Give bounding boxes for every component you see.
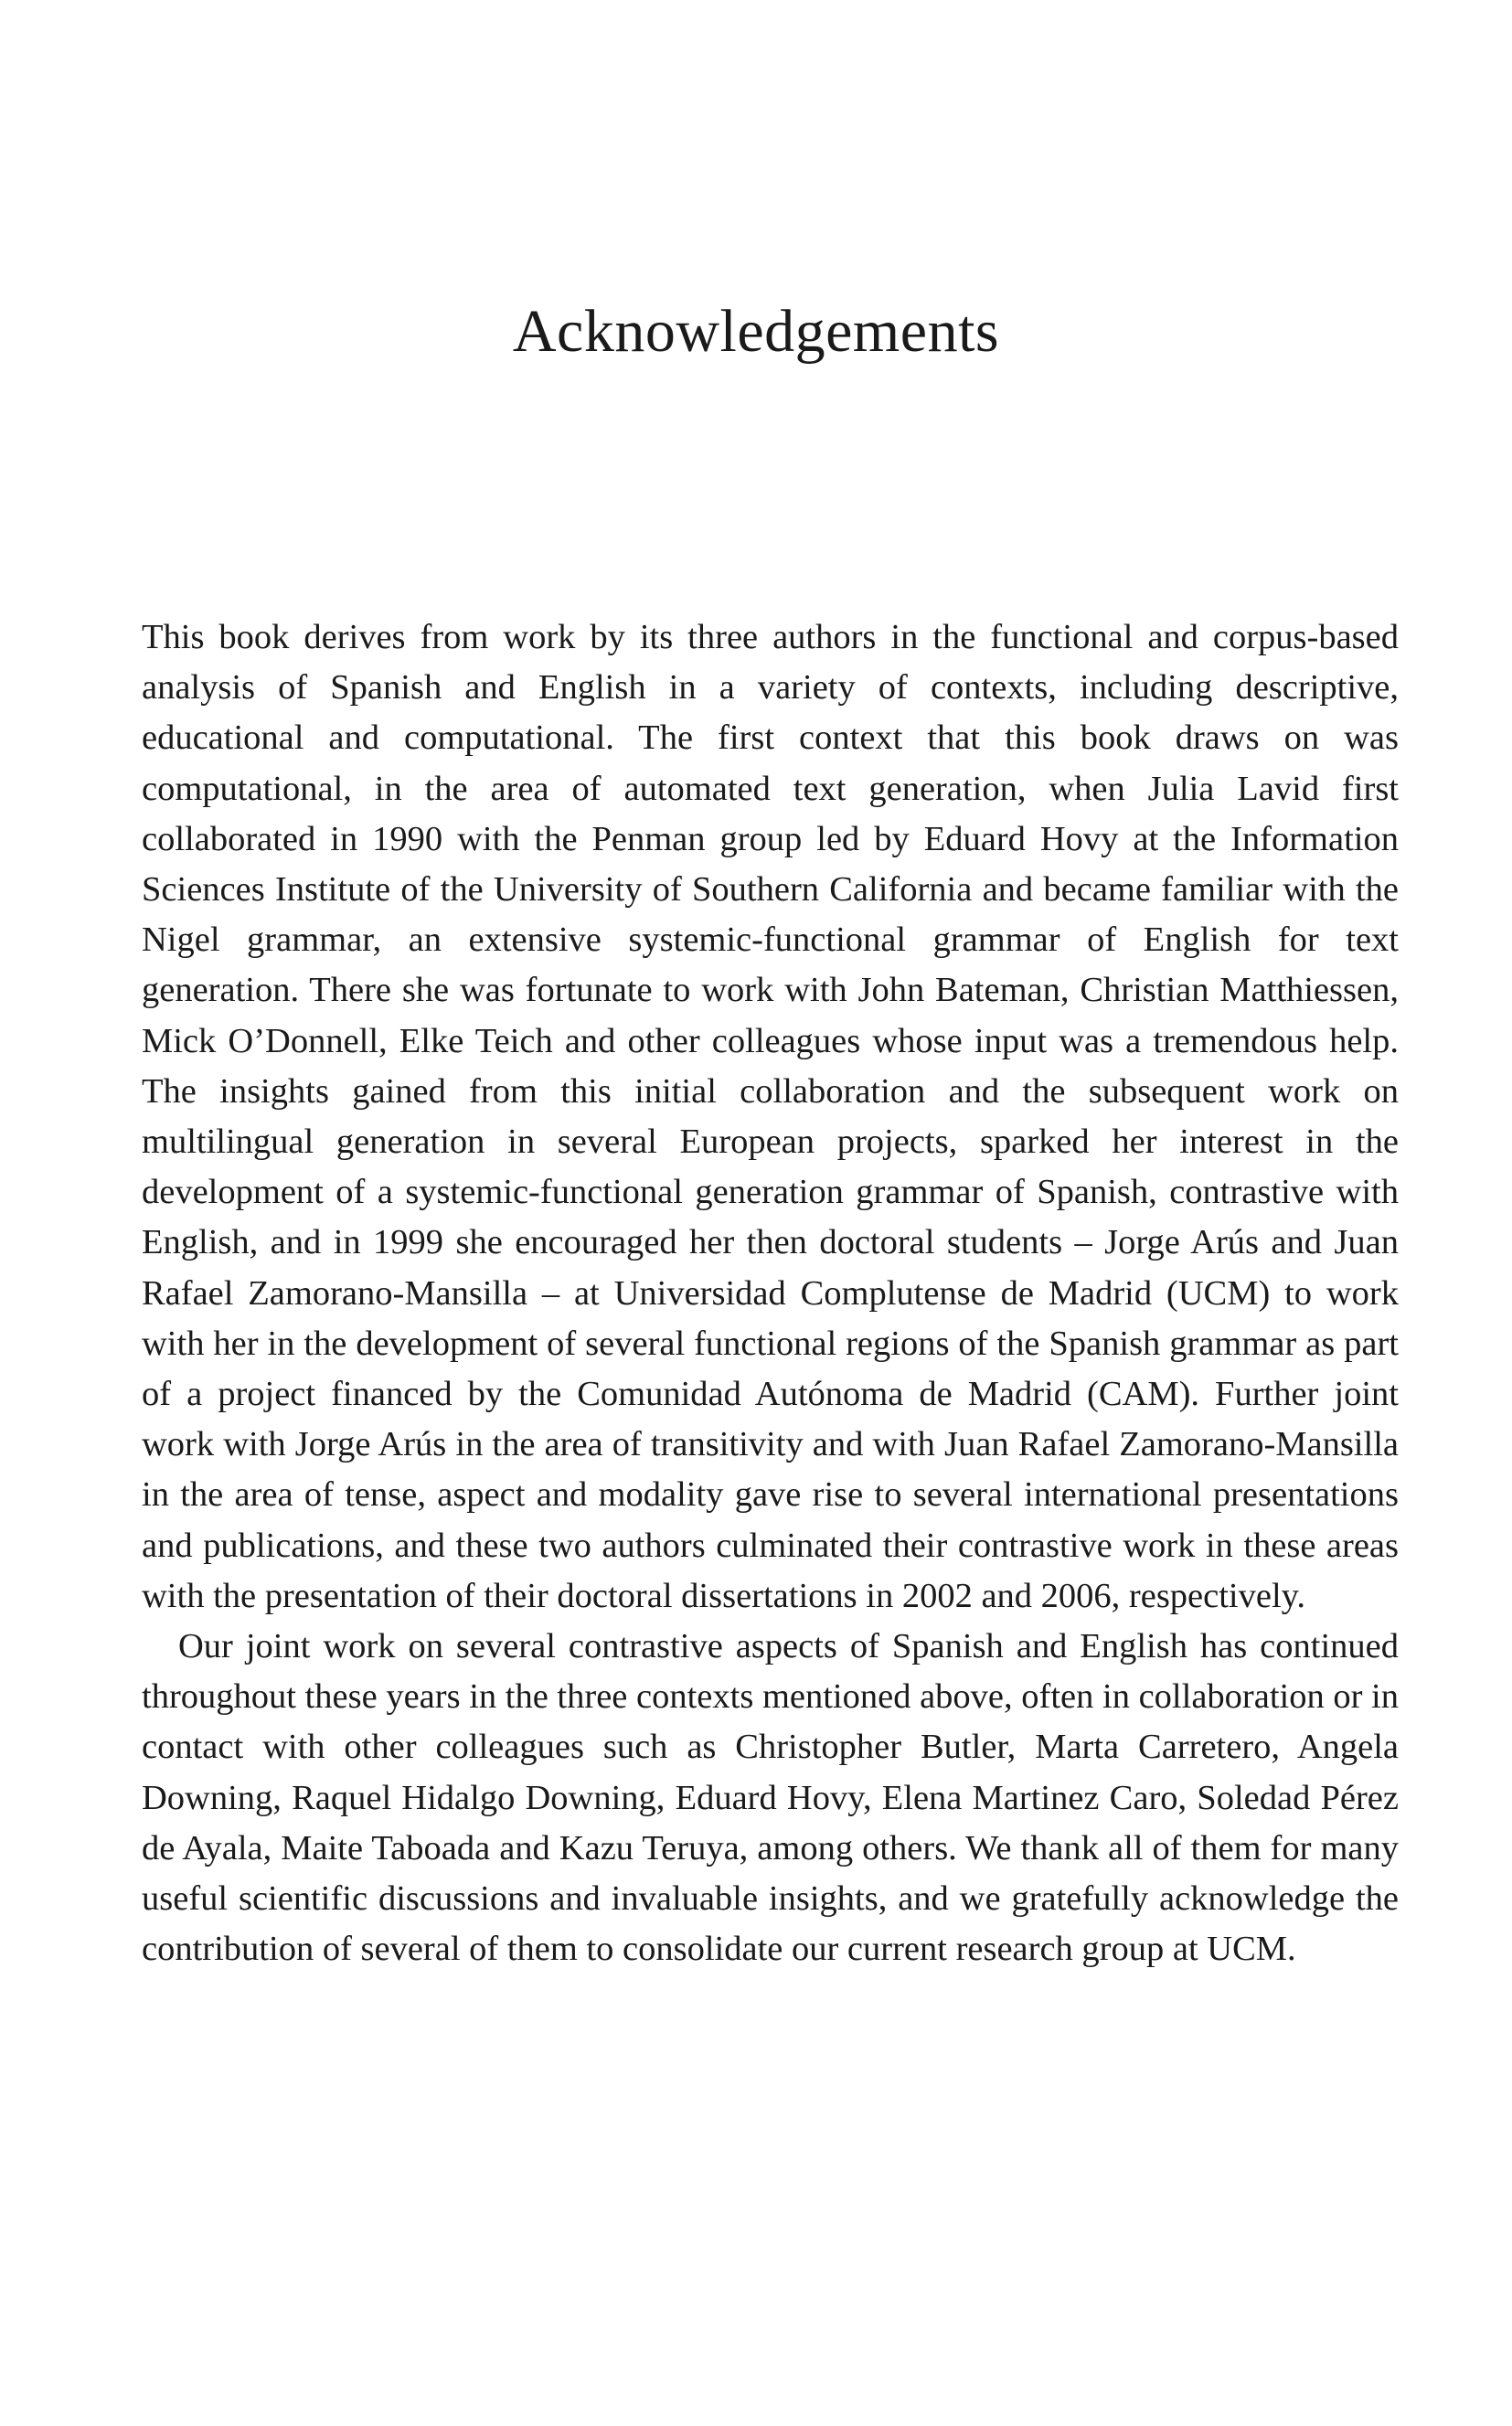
body-text [142,612,1399,1974]
paragraph-2: Our joint work on several contrastive aspects of Spanish and English has continued throughout these years in the three contexts mentioned above, often in collaboration or in contact with other colleagues such as Christopher Butler, Marta Carretero, Angela Downing, Raquel Hidalgo Downing, Eduard Hovy, Elena Martinez Caro, Soledad Pérez de Ayala, Maite Taboada and Kazu Teruya, among others. We thank all of them for many useful scientific discussions and invaluable insights, and we gratefully acknowledge the contribution of several of them to consolidate our current research group at UCM. [142,1627,1399,1969]
paragraph-1: This book derives from work by its three authors in the functional and corpus-based analysis of Spanish and English in a variety of contexts, including descriptive, educational and computational. The first context that this book draws on was computational, in the area of automated text generation, when Julia Lavid first collaborated in 1990 with the Penman group led by Eduard Hovy at the Information Sciences Institute of the University of Southern California and became familiar with the Nigel grammar, an extensive systemic-functional grammar of English for text generation. There she was fortunate to work with John Bateman, Christian Matthiessen, Mick O’Donnell, Elke Teich and other colleagues whose input was a tremendous help. The insights gained from this initial collaboration and the subsequent work on multilingual generation in several European projects, sparked her interest in the development of a systemic-functional generation grammar of Spanish, contrastive with English, and in 1999 she encouraged her then doctoral students – Jorge Arús and Juan Rafael Zamorano-Mansilla – at Universidad Complutense de Madrid (UCM) to work with her in the development of several functional regions of the Spanish grammar as part of a project financed by the Comunidad Autónoma de Madrid (CAM). Further joint work with Jorge Arús in the area of transitivity and with Juan Rafael Zamorano-Mansilla in the area of tense, aspect and modality gave rise to several international presentations and publications, and these two authors culminated their contrastive work in these areas with the presentation of their doctoral dissertations in 2002 and 2006, respectively. [142,618,1399,1615]
page-title: Acknowledgements [512,298,1000,365]
